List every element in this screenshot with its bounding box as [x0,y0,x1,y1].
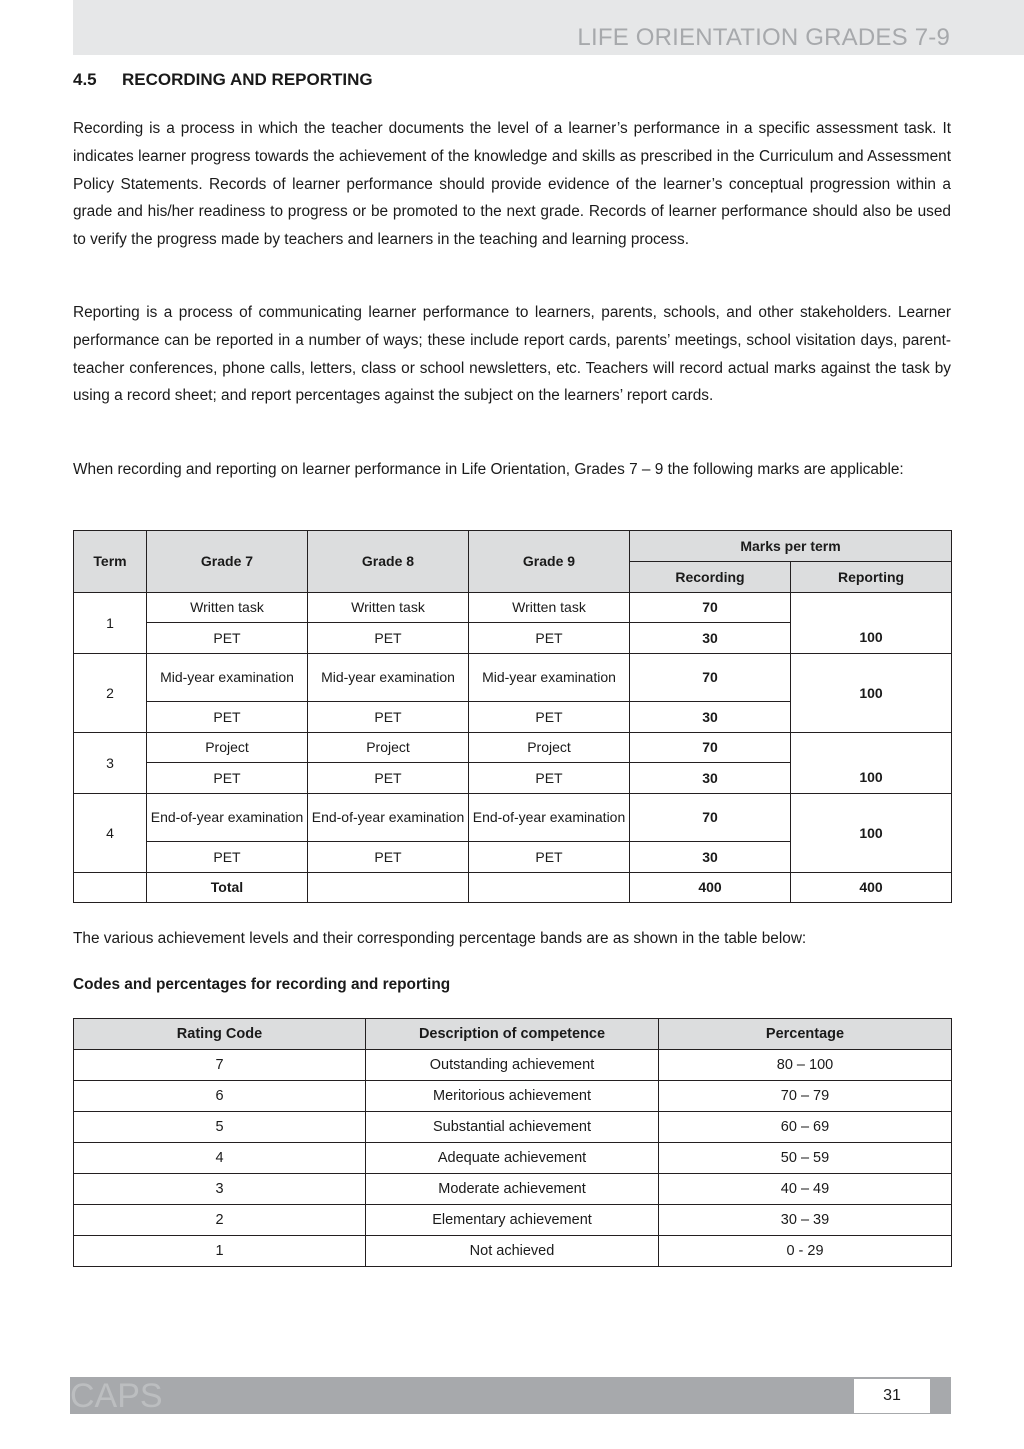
table-row [74,1236,952,1267]
header-description: Description of competence [366,1019,659,1050]
description-cell: Substantial achievement [366,1112,659,1143]
task-cell: End-of-year examination [147,794,308,842]
empty-cell [469,873,630,903]
percentage-cell: 30 – 39 [659,1205,952,1236]
task-cell: End-of-year examination [308,794,469,842]
task-cell: End-of-year examination [469,794,630,842]
paragraph-reporting: Reporting is a process of communicating learner performance to learners, parents, schools, and other stakeholders. Learner performance can be reported in a number of ways; these include report cards, parents’ meetings, school visitation days, parent-teacher conferences, phone calls, letters, class or school newsletters, etc. Teachers will record actual marks against the task by using a record sheet; and report percentages against the subject on the learners’ report cards. [73,304,951,405]
paragraph-recording: Recording is a process in which the teacher documents the level of a learner’s performance in a specific assessment task. It indicates learner progress towards the achievement of the knowledge and skills as prescribed in the Curriculum and Assessment Policy Statements. Records of learner performance should provide evidence of the learner’s conceptual progression within a grade and his/her readiness to progress or be promoted to the next grade. Records of learner performance should also be used to verify the progress made by teachers and learners in the teaching and learning process. [73,120,951,249]
table-row [74,1143,952,1174]
recording-cell: 30 [630,842,791,873]
table-row [74,1174,952,1205]
table-row [74,654,952,702]
empty-cell [74,873,147,903]
total-recording: 400 [630,873,791,903]
percentage-cell: 40 – 49 [659,1174,952,1205]
pet-cell: PET [308,842,469,873]
table-row [74,733,952,763]
pet-cell: PET [308,623,469,654]
percentage-cell: 80 – 100 [659,1050,952,1081]
total-label: Total [147,873,308,903]
header-rating-code: Rating Code [74,1019,366,1050]
table-row [74,1112,952,1143]
header-term: Term [74,531,147,593]
codes-table [73,1018,952,1267]
recording-cell: 30 [630,763,791,794]
codes-heading: Codes and percentages for recording and reporting [73,976,451,993]
table-row [74,1050,952,1081]
footer-band [70,1377,951,1414]
header-percentage: Percentage [659,1019,952,1050]
table-row [74,1205,952,1236]
percentage-cell: 0 - 29 [659,1236,952,1267]
task-cell: Project [469,733,630,763]
empty-cell [308,873,469,903]
recording-cell: 30 [630,702,791,733]
rating-code-cell: 5 [74,1112,366,1143]
recording-cell: 70 [630,654,791,702]
description-cell: Adequate achievement [366,1143,659,1174]
recording-cell: 30 [630,623,791,654]
rating-code-cell: 2 [74,1205,366,1236]
task-cell: Mid-year examination [308,654,469,702]
description-cell: Outstanding achievement [366,1050,659,1081]
term-cell: 4 [74,794,147,873]
section-heading [73,70,373,90]
section-number: 4.5 [73,70,97,89]
reporting-cell: 100 [791,794,952,873]
pet-cell: PET [469,623,630,654]
marks-table [73,530,952,903]
total-row [74,873,952,903]
table-row [74,593,952,623]
pet-cell: PET [469,702,630,733]
pet-cell: PET [147,763,308,794]
table-row [74,1081,952,1112]
pet-cell: PET [308,763,469,794]
pet-cell: PET [147,702,308,733]
percentage-cell: 60 – 69 [659,1112,952,1143]
description-cell: Elementary achievement [366,1205,659,1236]
pet-cell: PET [147,842,308,873]
task-cell: Mid-year examination [147,654,308,702]
term-cell: 2 [74,654,147,733]
recording-cell: 70 [630,733,791,763]
task-cell: Written task [147,593,308,623]
header-grade-9: Grade 9 [469,531,630,593]
header-recording: Recording [630,562,791,593]
description-cell: Not achieved [366,1236,659,1267]
task-cell: Project [308,733,469,763]
pet-cell: PET [469,763,630,794]
rating-code-cell: 3 [74,1174,366,1205]
reporting-cell: 100 [791,733,952,794]
description-cell: Meritorious achievement [366,1081,659,1112]
pet-cell: PET [469,842,630,873]
rating-code-cell: 1 [74,1236,366,1267]
page-number: 31 [854,1379,930,1413]
header-reporting: Reporting [791,562,952,593]
running-header-title: LIFE ORIENTATION GRADES 7-9 [577,24,950,51]
recording-cell: 70 [630,593,791,623]
rating-code-cell: 4 [74,1143,366,1174]
paragraph-levels-intro: The various achievement levels and their corresponding percentage bands are as shown in the table below: [73,930,807,947]
reporting-cell: 100 [791,593,952,654]
pet-cell: PET [308,702,469,733]
task-cell: Written task [469,593,630,623]
header-grade-8: Grade 8 [308,531,469,593]
task-cell: Mid-year examination [469,654,630,702]
paragraph-marks-intro: When recording and reporting on learner performance in Life Orientation, Grades 7 – 9 the following marks are applicable: [73,461,904,478]
footer-label: CAPS [70,1377,163,1415]
table-row [74,794,952,842]
task-cell: Written task [308,593,469,623]
description-cell: Moderate achievement [366,1174,659,1205]
header-marks-per-term: Marks per term [630,531,952,562]
rating-code-cell: 6 [74,1081,366,1112]
reporting-cell: 100 [791,654,952,733]
section-title: RECORDING AND REPORTING [122,70,373,89]
rating-code-cell: 7 [74,1050,366,1081]
term-cell: 3 [74,733,147,794]
term-cell: 1 [74,593,147,654]
total-reporting: 400 [791,873,952,903]
percentage-cell: 50 – 59 [659,1143,952,1174]
percentage-cell: 70 – 79 [659,1081,952,1112]
task-cell: Project [147,733,308,763]
recording-cell: 70 [630,794,791,842]
header-grade-7: Grade 7 [147,531,308,593]
pet-cell: PET [147,623,308,654]
